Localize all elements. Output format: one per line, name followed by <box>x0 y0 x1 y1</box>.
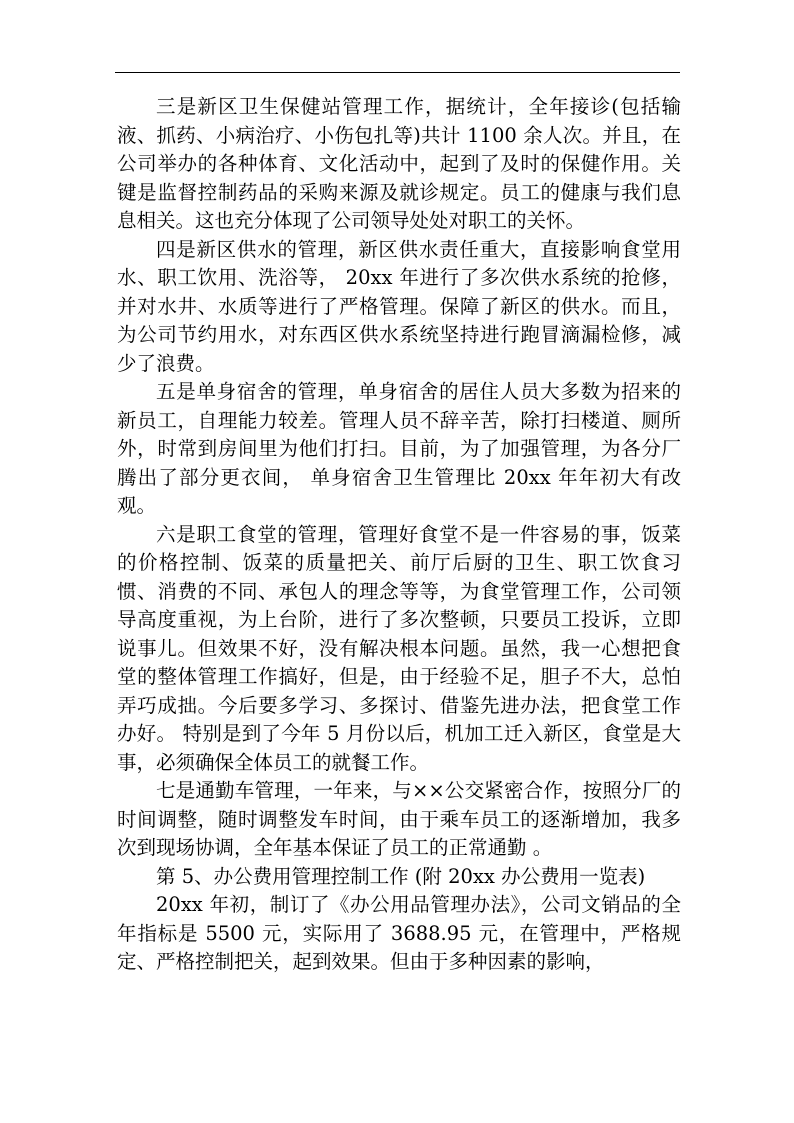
section-heading-office-expenses: 第 5、办公费用管理控制工作 (附 20xx 办公费用一览表) <box>156 864 646 888</box>
paragraph-clinic: 三是新区卫生保健站管理工作，据统计，全年接诊(包括输液、抓药、小病治疗、小伤包扎等)共计 1100 余人次。并且，在公司举办的各种体育、文化活动中，起到了及时的保健作用。关键是监督控制药品的采购来源及就诊规定。员工的健康与我们息息相关。这也充分体现了公司领导处处对职工的关怀。 <box>117 95 681 232</box>
paragraph-commuter-bus: 七是通勤车管理，一年来，与××公交紧密合作，按照分厂的时间调整，随时调整发车时间，由于乘车员工的逐渐增加，我多次到现场协调，全年基本保证了员工的正常通勤 。 <box>117 779 681 859</box>
paragraph-water-supply: 四是新区供水的管理，新区供水责任重大，直接影响食堂用水、职工饮用、洗浴等， 20xx 年进行了多次供水系统的抢修，并对水井、水质等进行了严格管理。保障了新区的供水。而且，为公司节约用水，对东西区供水系统坚持进行跑冒滴漏检修，减少了浪费。 <box>117 237 681 375</box>
paragraph-canteen: 六是职工食堂的管理，管理好食堂不是一件容易的事，饭菜的价格控制、饭菜的质量把关、前厅后厨的卫生、职工饮食习惯、消费的不同、承包人的理念等等，为食堂管理工作，公司领导高度重视，为上台阶，进行了多次整顿，只要员工投诉，立即说事儿。但效果不好，没有解决根本问题。虽然，我一心想把食堂的整体管理工作搞好，但是，由于经验不足，胆子不大，总怕弄巧成拙。今后要多学习、多探讨、借鉴先进办法，把食堂工作办好。 特别是到了今年 5 月份以后，机加工迁入新区，食堂是大事，必须确保全体员工的就餐工作。 <box>117 522 681 774</box>
header-rule <box>115 72 680 73</box>
body-text <box>117 93 681 977</box>
paragraph-dormitory: 五是单身宿舍的管理，单身宿舍的居住人员大多数为招来的新员工，自理能力较差。管理人员不辞辛苦，除打扫楼道、厕所外，时常到房间里为他们打扫。目前，为了加强管理，为各分厂腾出了部分更衣间， 单身宿舍卫生管理比 20xx 年年初大有改观。 <box>117 380 681 517</box>
paragraph-office-supplies: 20xx 年初，制订了《办公用品管理办法》，公司文销品的全年指标是 5500 元，实际用了 3688.95 元，在管理中，严格规定、严格控制把关，起到效果。但由于多种因素的影响， <box>117 893 681 973</box>
